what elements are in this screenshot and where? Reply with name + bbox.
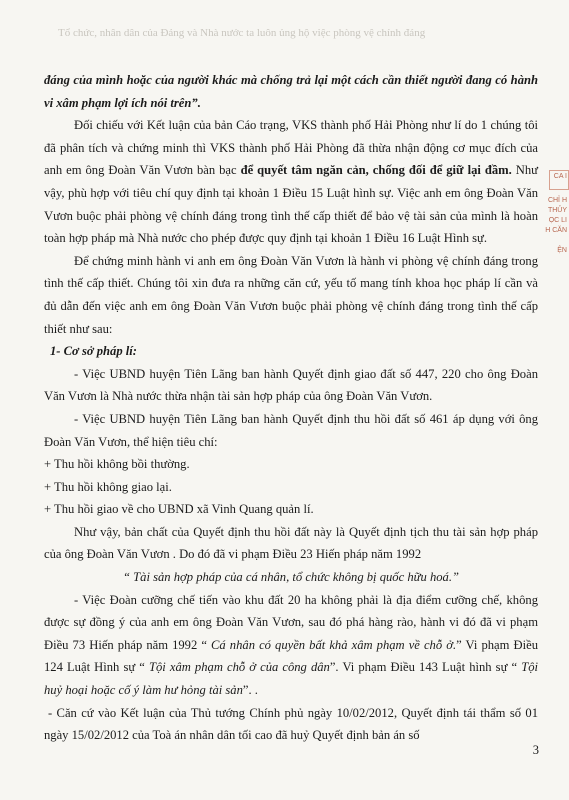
- paragraph-text: Đối chiếu với Kết luận của bản Cáo trạng, VKS thành phố Hải Phòng như lí do 1 chúng tôi đã phân tích và chứng minh thì VKS thành phố Hải Phòng đã thừa nhận động cơ mục đích của anh em ông Đoàn Văn Vươn bàn bạc: [44, 118, 538, 178]
- margin-note: ỌC LI: [548, 217, 567, 224]
- margin-note: ỆN: [557, 247, 567, 254]
- paragraph-comparison: [44, 114, 538, 250]
- list-item: + Thu hồi không bồi thường.: [44, 457, 190, 472]
- margin-note: CA I: [553, 173, 567, 180]
- paragraph-continuation: đáng của mình hoặc của người khác mà chống trả lại một cách cần thiết người đang có hành vi xâm phạm lợi ích nói trên”.: [44, 73, 538, 110]
- paragraph-decision-461: - Việc UBND huyện Tiên Lãng ban hành Quyết định thu hồi đất số 461 áp dụng với ông Đoàn Văn Vươn, thể hiện tiêu chí:: [44, 411, 538, 449]
- paragraph-text: ” Vi phạm Điều 124 Luật Hình sự “: [44, 637, 538, 675]
- paragraph-text: - Việc Đoàn cưỡng chế tiến vào khu đất 20 ha không phải là địa điểm cưỡng chế, không được sự đồng ý của anh em ông Đoàn Văn Vươn, sau đó phá hàng rào, hành vi đó đã vi phạm Điều 73 Hiến pháp năm 1992 “: [44, 592, 538, 652]
- margin-note: CHỈ H: [547, 197, 567, 204]
- list-item: + Thu hồi giao về cho UBND xã Vinh Quang quản lí.: [44, 502, 314, 517]
- paragraph-conclusion: Như vậy, bản chất của Quyết định thu hồi đất này là Quyết định tịch thu tài sản hợp pháp của ông Đoàn Văn Vươn . Do đó đã vi phạm Điều 23 Hiến pháp năm 1992: [44, 524, 538, 562]
- document-body: [44, 69, 538, 747]
- bleed-through-text: Tổ chức, nhân dân của Đảng và Nhà nước ta luôn ủng hộ việc phòng vệ chính đáng: [58, 27, 426, 39]
- italic-phrase: Tội huỷ hoại hoặc cố ý làm hư hỏng tài sản: [44, 660, 538, 698]
- margin-note: THỦY: [547, 207, 567, 214]
- paragraph-text: ”. .: [242, 683, 258, 698]
- page-number: 3: [532, 743, 539, 757]
- paragraph-proof: Để chứng minh hành vi anh em ông Đoàn Văn Vươn là hành vi phòng vệ chính đáng trong tình thế cấp thiết. Chúng tôi xin đưa ra những căn cứ, yếu tố mang tính khoa học pháp lí cần và đủ dẫn đến việc anh em ông Đoàn Văn Vươn buộc phải phòng vệ chính đáng trong tình thế cấp thiết như sau:: [44, 253, 538, 336]
- bold-phrase: để quyết tâm ngăn cản, chống đối để giữ lại đầm.: [240, 163, 512, 178]
- margin-note: H CĂN: [545, 227, 567, 234]
- paragraph-enforcement: [44, 589, 538, 702]
- paragraph-decision-447: - Việc UBND huyện Tiên Lãng ban hành Quyết định giao đất số 447, 220 cho ông Đoàn Văn Vươn là Nhà nước thừa nhận tài sản hợp pháp của ông Đoàn Văn Vươn.: [44, 366, 538, 404]
- italic-phrase: Cá nhân có quyền bất khả xâm phạm về chỗ ở.: [211, 637, 457, 652]
- italic-phrase: Tội xâm phạm chỗ ở của công dân: [148, 660, 330, 675]
- paragraph-text: ”. Vi phạm Điều 143 Luật hình sự “: [329, 660, 522, 675]
- constitution-quote: “ Tài sản hợp pháp của cá nhân, tổ chức không bị quốc hữu hoá.”: [123, 570, 459, 585]
- paragraph-prime-minister: - Căn cứ vào Kết luận của Thủ tướng Chính phủ ngày 10/02/2012, Quyết định tái thẩm số 01 ngày 15/02/2012 của Toà án nhân dân tối cao đã huỷ Quyết định bản án số: [44, 705, 538, 743]
- paragraph-text: Như vậy, phù hợp với tiêu chí quy định tại khoản 1 Điều 15 Luật hình sự. Việc anh em ông Đoàn Văn Vươn buộc phải phòng vệ chính đáng trong tình thế cấp thiết để bảo vệ tài sản của mình là hoàn toàn hợp pháp mà Nhà nước cho phép được quy định tại khoản 1 Điều 16 Luật Hình sự.: [44, 163, 538, 246]
- list-item: + Thu hồi không giao lại.: [44, 479, 172, 494]
- section-heading: 1- Cơ sở pháp lí:: [50, 344, 137, 359]
